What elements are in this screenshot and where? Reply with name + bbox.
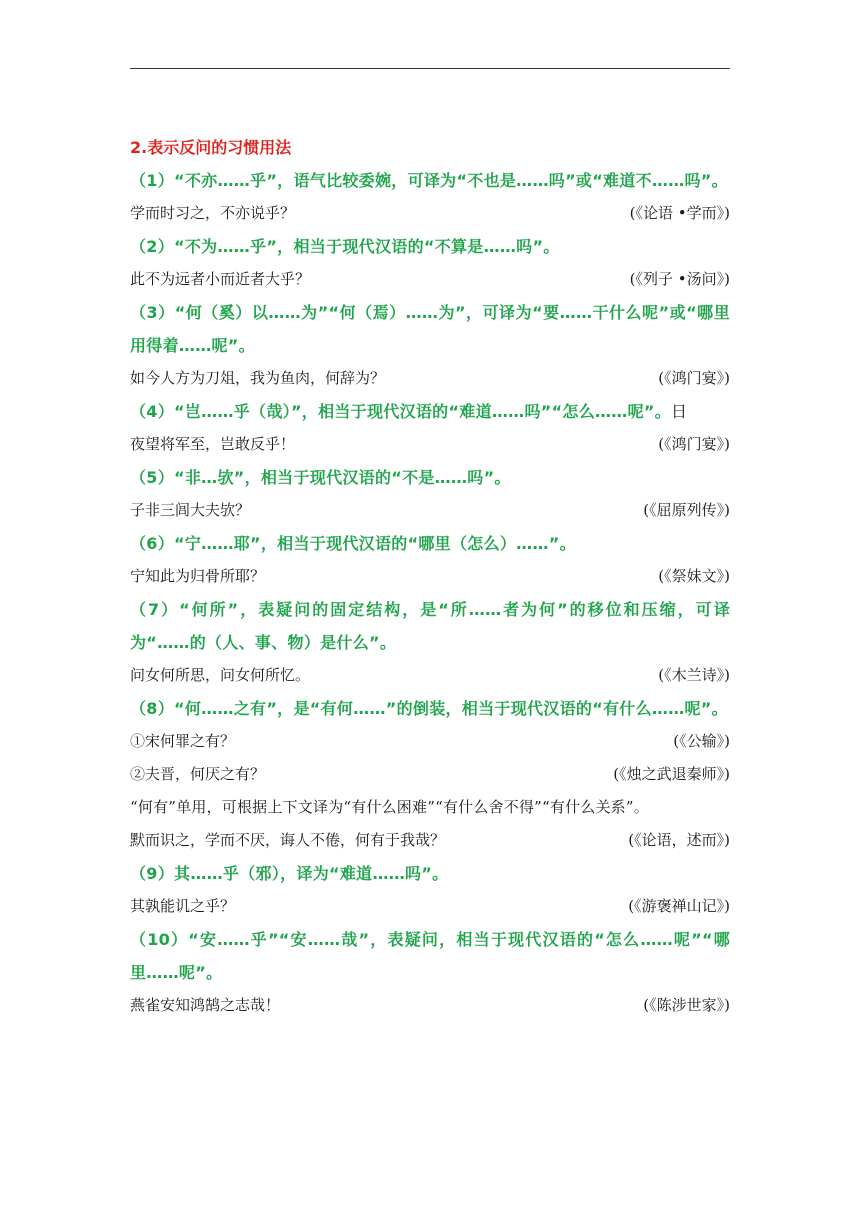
example-source: (《鸿门宴》) (658, 435, 730, 453)
example-text: 其孰能讥之乎？ (130, 897, 236, 915)
example-source: (《祭妹文》) (658, 567, 730, 585)
example-row (130, 197, 730, 230)
usage-rule-1: （1）“不亦……乎”，语气比较委婉，可译为“不也是……吗”或“难道不……吗”。 (130, 171, 728, 190)
example-row (130, 263, 730, 296)
example-source: (《陈涉世家》) (643, 996, 730, 1014)
example-text: 此不为远者小而近者大乎？ (130, 270, 311, 288)
usage-rule-7: （7）“何所”，表疑问的固定结构，是“所……者为何”的移位和压缩，可译为“……的（人、事、物）是什么”。 (130, 600, 730, 652)
usage-rule-8: （8）“何……之有”，是“有何……”的倒装，相当于现代汉语的“有什么……呢”。 (130, 699, 728, 718)
example-text: 子非三闾大夫欤？ (130, 501, 251, 519)
example-row (130, 560, 730, 593)
example-row (130, 362, 730, 395)
section-heading: 2.表示反问的习惯用法 (130, 138, 292, 157)
usage-rule-2: （2）“不为……乎”，相当于现代汉语的“不算是……吗”。 (130, 237, 560, 256)
example-text: 默而识之，学而不厌，诲人不倦，何有于我哉？ (130, 831, 446, 849)
example-row (130, 725, 730, 758)
usage-rule-6: （6）“宁……耶”，相当于现代汉语的“哪里（怎么）……”。 (130, 534, 576, 553)
example-row (130, 890, 730, 923)
example-text: 学而时习之，不亦说乎？ (130, 204, 296, 222)
example-text: 问女何所思，问女何所忆。 (130, 666, 311, 684)
example-source: (《木兰诗》) (658, 666, 730, 684)
example-row (130, 428, 730, 461)
example-text: ②夫晋，何厌之有？ (130, 765, 266, 783)
example-text: ①宋何罪之有？ (130, 732, 236, 750)
usage-rule-9: （9）其……乎（邪），译为“难道……吗”。 (130, 864, 449, 883)
example-source: (《游褒禅山记》) (628, 897, 730, 915)
example-source: (《烛之武退秦师》) (613, 765, 730, 783)
example-row (130, 758, 730, 791)
usage-rule-5: （5）“非…欤”，相当于现代汉语的“不是……吗”。 (130, 468, 511, 487)
rule-tail-text: 日 (671, 402, 688, 421)
usage-rule-3: （3）“何（奚）以……为”“何（焉）……为”，可译为“要……干什么呢”或“哪里用得着……呢”。 (130, 303, 730, 355)
usage-note: “何有”单用，可根据上下文译为“有什么困难”“有什么舍不得”“有什么关系”。 (130, 798, 649, 816)
example-text: 夜望将军至，岂敢反乎！ (130, 435, 296, 453)
usage-rule-10: （10）“安……乎”“安……哉”，表疑问，相当于现代汉语的“怎么……呢”“哪里……呢”。 (130, 930, 730, 982)
example-text: 宁知此为归骨所耶？ (130, 567, 266, 585)
example-text: 燕雀安知鸿鹄之志哉！ (130, 996, 281, 1014)
usage-rule-4 (130, 395, 730, 428)
example-row (130, 494, 730, 527)
example-row (130, 659, 730, 692)
example-source: (《公输》) (673, 732, 730, 750)
example-row (130, 824, 730, 857)
example-source: (《论语，述而》) (628, 831, 730, 849)
example-source: (《鸿门宴》) (658, 369, 730, 387)
example-row (130, 989, 730, 1022)
example-source: (《论语 •学而》) (629, 204, 730, 222)
example-source: (《列子 •汤问》) (629, 270, 730, 288)
example-source: (《屈原列传》) (643, 501, 730, 519)
document-body (130, 132, 730, 1022)
example-text: 如今人方为刀俎，我为鱼肉，何辞为？ (130, 369, 386, 387)
header-rule (130, 68, 730, 69)
rule-text: （4）“岂……乎（哉）”，相当于现代汉语的“难道……吗”“怎么……呢”。 (130, 402, 672, 421)
